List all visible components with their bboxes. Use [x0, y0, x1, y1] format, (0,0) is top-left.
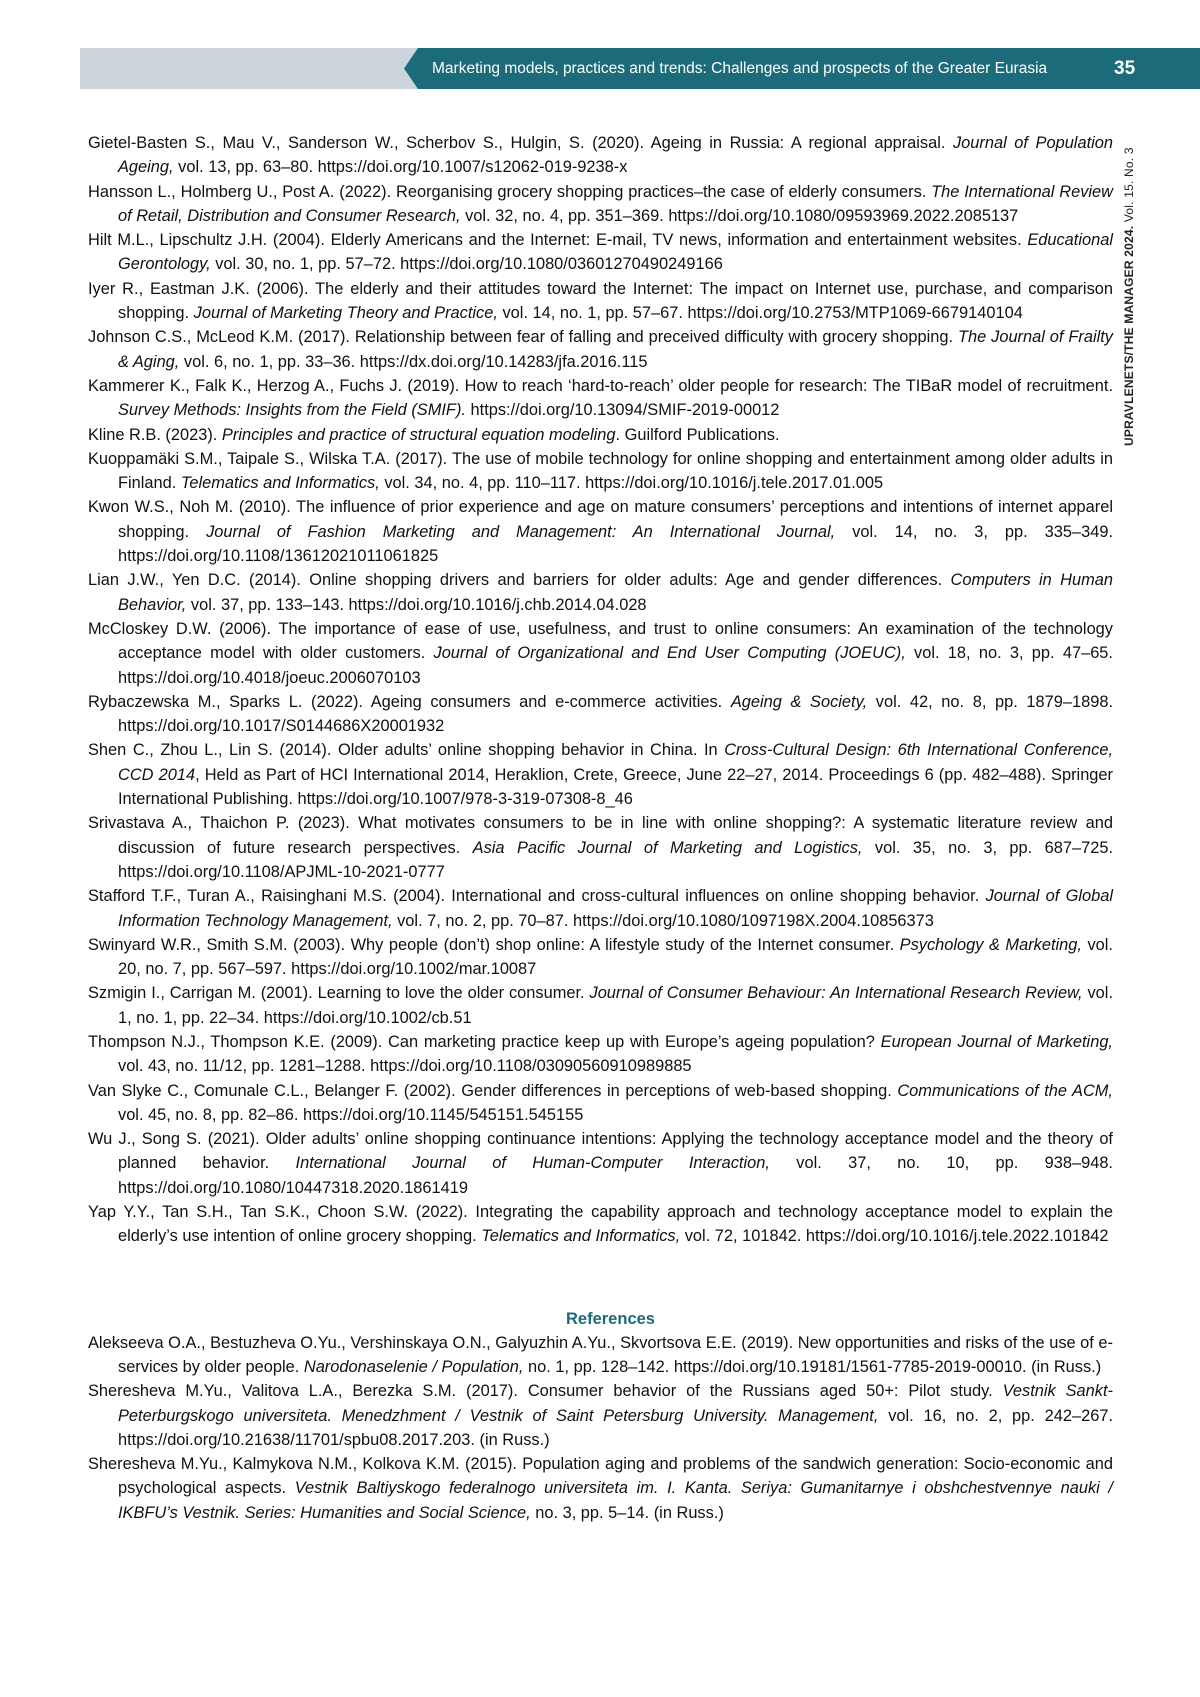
- russian-reference-list: [88, 1331, 1113, 1525]
- reference-details: no. 3, pp. 5–14. (in Russ.): [531, 1504, 724, 1522]
- reference-text: Shen C., Zhou L., Lin S. (2014). Older adults’ online shopping behavior in China. In: [88, 741, 724, 759]
- reference-entry: [88, 1079, 1113, 1128]
- journal-name: UPRAVLENETS/THE MANAGER 2024.: [1122, 226, 1136, 446]
- reference-entry: [88, 131, 1113, 180]
- reference-source: Asia Pacific Journal of Marketing and Logistics,: [473, 839, 863, 857]
- running-header-title: Marketing models, practices and trends: Challenges and prospects of the Greater Eurasia: [432, 48, 1047, 89]
- reference-details: vol. 14, no. 1, pp. 57–67. https://doi.org/10.2753/MTP1069-6679140104: [498, 304, 1023, 322]
- reference-details: vol. 37, pp. 133–143. https://doi.org/10.1016/j.chb.2014.04.028: [186, 596, 646, 614]
- reference-details: https://doi.org/10.13094/SMIF-2019-00012: [466, 401, 779, 419]
- reference-source: Cross-Cultural Design: 6th International Conference, CCD 2014: [118, 741, 1113, 783]
- reference-details: , Held as Part of HCI International 2014, Heraklion, Crete, Greece, June 22–27, 2014. Proceedings 6 (pp. 482–488). Springer International Publishing. https://doi.org/10.1007/978-3-319-07308-8_46: [118, 766, 1113, 808]
- reference-source: Journal of Global Information Technology Management,: [118, 887, 1113, 929]
- reference-source: The Journal of Frailty & Aging,: [118, 328, 1113, 370]
- reference-details: vol. 1, no. 1, pp. 22–34. https://doi.org/10.1002/cb.51: [118, 984, 1113, 1026]
- reference-details: vol. 14, no. 3, pp. 335–349. https://doi.org/10.1108/13612021011061825: [118, 523, 1113, 565]
- reference-text: Kline R.B. (2023).: [88, 426, 222, 444]
- reference-source: Communications of the ACM,: [897, 1082, 1113, 1100]
- page-number: 35: [1088, 48, 1200, 89]
- reference-source: Telematics and Informatics,: [481, 1227, 680, 1245]
- reference-entry: [88, 423, 1113, 447]
- reference-source: Vestnik Sankt-Peterburgskogo universiteta. Menedzhment / Vestnik of Saint Petersburg University. Management,: [118, 1382, 1113, 1424]
- reference-entry: [88, 981, 1113, 1030]
- reference-source: European Journal of Marketing,: [881, 1033, 1113, 1051]
- reference-entry: [88, 690, 1113, 739]
- reference-text: Wu J., Song S. (2021). Older adults’ online shopping continuance intentions: Applying the technology acceptance model and the theory of planned behavior.: [88, 1130, 1113, 1172]
- reference-text: Van Slyke C., Comunale C.L., Belanger F. (2002). Gender differences in perceptions of web-based shopping.: [88, 1082, 897, 1100]
- reference-text: Sheresheva M.Yu., Kalmykova N.M., Kolkova K.M. (2015). Population aging and problems of the sandwich generation: Socio-economic and psychological aspects.: [88, 1455, 1113, 1497]
- reference-entry: [88, 277, 1113, 326]
- reference-text: Rybaczewska M., Sparks L. (2022). Ageing consumers and e-commerce activities.: [88, 693, 731, 711]
- reference-text: Szmigin I., Carrigan M. (2001). Learning to love the older consumer.: [88, 984, 590, 1002]
- reference-text: Alekseeva O.A., Bestuzheva O.Yu., Vershinskaya O.N., Galyuzhin A.Yu., Skvortsova E.E. (2019). New opportunities and risks of the use of e-services by older people.: [88, 1334, 1113, 1376]
- reference-text: Kuoppamäki S.M., Taipale S., Wilska T.A. (2017). The use of mobile technology for online shopping and entertainment among older adults in Finland.: [88, 450, 1113, 492]
- reference-details: vol. 6, no. 1, pp. 33–36. https://dx.doi.org/10.14283/jfa.2016.115: [179, 353, 647, 371]
- reference-details: . Guilford Publications.: [616, 426, 780, 444]
- reference-entry: [88, 495, 1113, 568]
- reference-text: McCloskey D.W. (2006). The importance of ease of use, usefulness, and trust to online consumers: An examination of the technology acceptance model with older customers.: [88, 620, 1113, 662]
- reference-details: vol. 34, no. 4, pp. 110–117. https://doi.org/10.1016/j.tele.2017.01.005: [380, 474, 883, 492]
- reference-entry: [88, 374, 1113, 423]
- reference-entry: [88, 447, 1113, 496]
- journal-volume: Vol. 15. No. 3: [1122, 147, 1136, 222]
- page-content: [88, 131, 1113, 1525]
- journal-sidebar: [1122, 116, 1142, 446]
- reference-entry: [88, 884, 1113, 933]
- reference-entry: [88, 811, 1113, 884]
- reference-details: vol. 13, pp. 63–80. https://doi.org/10.1007/s12062-019-9238-x: [174, 158, 628, 176]
- reference-entry: [88, 1379, 1113, 1452]
- reference-entry: [88, 325, 1113, 374]
- reference-entry: [88, 1200, 1113, 1249]
- reference-source: Journal of Population Ageing,: [118, 134, 1113, 176]
- reference-entry: [88, 933, 1113, 982]
- reference-details: vol. 43, no. 11/12, pp. 1281–1288. https://doi.org/10.1108/03090560910989885: [118, 1057, 692, 1075]
- reference-list: [88, 131, 1113, 1249]
- reference-source: International Journal of Human-Computer Interaction,: [296, 1154, 770, 1172]
- reference-details: vol. 30, no. 1, pp. 57–72. https://doi.org/10.1080/03601270490249166: [211, 255, 723, 273]
- reference-details: vol. 20, no. 7, pp. 567–597. https://doi.org/10.1002/mar.10087: [118, 936, 1113, 978]
- reference-entry: [88, 617, 1113, 690]
- references-heading: References: [108, 1307, 1113, 1331]
- reference-text: Kwon W.S., Noh M. (2010). The influence of prior experience and age on mature consumers’ perceptions and intentions of internet apparel shopping.: [88, 498, 1113, 540]
- reference-details: vol. 35, no. 3, pp. 687–725. https://doi.org/10.1108/APJML-10-2021-0777: [118, 839, 1113, 881]
- reference-details: no. 1, pp. 128–142. https://doi.org/10.19181/1561-7785-2019-00010. (in Russ.): [523, 1358, 1101, 1376]
- reference-source: Survey Methods: Insights from the Field (SMIF).: [118, 401, 466, 419]
- reference-source: Journal of Consumer Behaviour: An International Research Review,: [590, 984, 1083, 1002]
- reference-text: Gietel-Basten S., Mau V., Sanderson W., Scherbov S., Hulgin, S. (2020). Ageing in Russia: A regional appraisal.: [88, 134, 953, 152]
- reference-source: Vestnik Baltiyskogo federalnogo universiteta im. I. Kanta. Seriya: Gumanitarnye i obshchestvennye nauki / IKBFU’s Vestnik. Series: Humanities and Social Science,: [118, 1479, 1113, 1521]
- reference-text: Thompson N.J., Thompson K.E. (2009). Can marketing practice keep up with Europe’s ageing population?: [88, 1033, 881, 1051]
- reference-text: Stafford T.F., Turan A., Raisinghani M.S. (2004). International and cross-cultural influences on online shopping behavior.: [88, 887, 986, 905]
- reference-text: Hansson L., Holmberg U., Post A. (2022). Reorganising grocery shopping practices–the case of elderly consumers.: [88, 183, 931, 201]
- reference-text: Sheresheva M.Yu., Valitova L.A., Berezka S.M. (2017). Consumer behavior of the Russians aged 50+: Pilot study.: [88, 1382, 1003, 1400]
- reference-details: vol. 18, no. 3, pp. 47–65. https://doi.org/10.4018/joeuc.2006070103: [118, 644, 1113, 686]
- reference-entry: [88, 180, 1113, 229]
- reference-entry: [88, 1030, 1113, 1079]
- reference-source: Journal of Fashion Marketing and Management: An International Journal,: [206, 523, 835, 541]
- reference-text: Hilt M.L., Lipschultz J.H. (2004). Elderly Americans and the Internet: E-mail, TV news, information and entertainment websites.: [88, 231, 1027, 249]
- reference-text: Swinyard W.R., Smith S.M. (2003). Why people (don’t) shop online: A lifestyle study of the Internet consumer.: [88, 936, 900, 954]
- reference-source: Psychology & Marketing,: [900, 936, 1082, 954]
- reference-text: Johnson C.S., McLeod K.M. (2017). Relationship between fear of falling and preceived difficulty with grocery shopping.: [88, 328, 958, 346]
- reference-source: Computers in Human Behavior,: [118, 571, 1113, 613]
- reference-text: Kammerer K., Falk K., Herzog A., Fuchs J. (2019). How to reach ‘hard-to-reach’ older people for research: The TIBaR model of recruitment.: [88, 377, 1113, 395]
- reference-details: vol. 72, 101842. https://doi.org/10.1016/j.tele.2022.101842: [680, 1227, 1108, 1245]
- reference-text: Yap Y.Y., Tan S.H., Tan S.K., Choon S.W. (2022). Integrating the capability approach and technology acceptance model to explain the elderly’s use intention of online grocery shopping.: [88, 1203, 1113, 1245]
- reference-source: Narodonaselenie / Population,: [304, 1358, 524, 1376]
- reference-source: Telematics and Informatics,: [181, 474, 380, 492]
- reference-source: Journal of Marketing Theory and Practice,: [194, 304, 498, 322]
- reference-details: vol. 16, no. 2, pp. 242–267. https://doi.org/10.21638/11701/spbu08.2017.203. (in Russ.): [118, 1407, 1113, 1449]
- reference-details: vol. 42, no. 8, pp. 1879–1898. https://doi.org/10.1017/S0144686X20001932: [118, 693, 1113, 735]
- reference-entry: [88, 228, 1113, 277]
- reference-text: Iyer R., Eastman J.K. (2006). The elderly and their attitudes toward the Internet: The impact on Internet use, purchase, and comparison shopping.: [88, 280, 1113, 322]
- reference-details: vol. 32, no. 4, pp. 351–369. https://doi.org/10.1080/09593969.2022.2085137: [461, 207, 1019, 225]
- reference-source: Journal of Organizational and End User Computing (JOEUC),: [434, 644, 906, 662]
- reference-details: vol. 37, no. 10, pp. 938–948. https://doi.org/10.1080/10447318.2020.1861419: [118, 1154, 1113, 1196]
- reference-text: Lian J.W., Yen D.C. (2014). Online shopping drivers and barriers for older adults: Age and gender differences.: [88, 571, 951, 589]
- reference-source: Principles and practice of structural equation modeling: [222, 426, 616, 444]
- reference-details: vol. 45, no. 8, pp. 82–86. https://doi.org/10.1145/545151.545155: [118, 1106, 583, 1124]
- reference-entry: [88, 1331, 1113, 1380]
- reference-source: The International Review of Retail, Distribution and Consumer Research,: [118, 183, 1113, 225]
- header-title-box: [404, 48, 1088, 89]
- reference-source: Ageing & Society,: [731, 693, 867, 711]
- reference-details: vol. 7, no. 2, pp. 70–87. https://doi.org/10.1080/1097198X.2004.10856373: [393, 912, 934, 930]
- reference-entry: [88, 1127, 1113, 1200]
- reference-entry: [88, 1452, 1113, 1525]
- reference-entry: [88, 738, 1113, 811]
- reference-source: Educational Gerontology,: [118, 231, 1113, 273]
- reference-entry: [88, 568, 1113, 617]
- reference-text: Srivastava A., Thaichon P. (2023). What motivates consumers to be in line with online shopping?: A systematic literature review and discussion of future research perspectives.: [88, 814, 1113, 856]
